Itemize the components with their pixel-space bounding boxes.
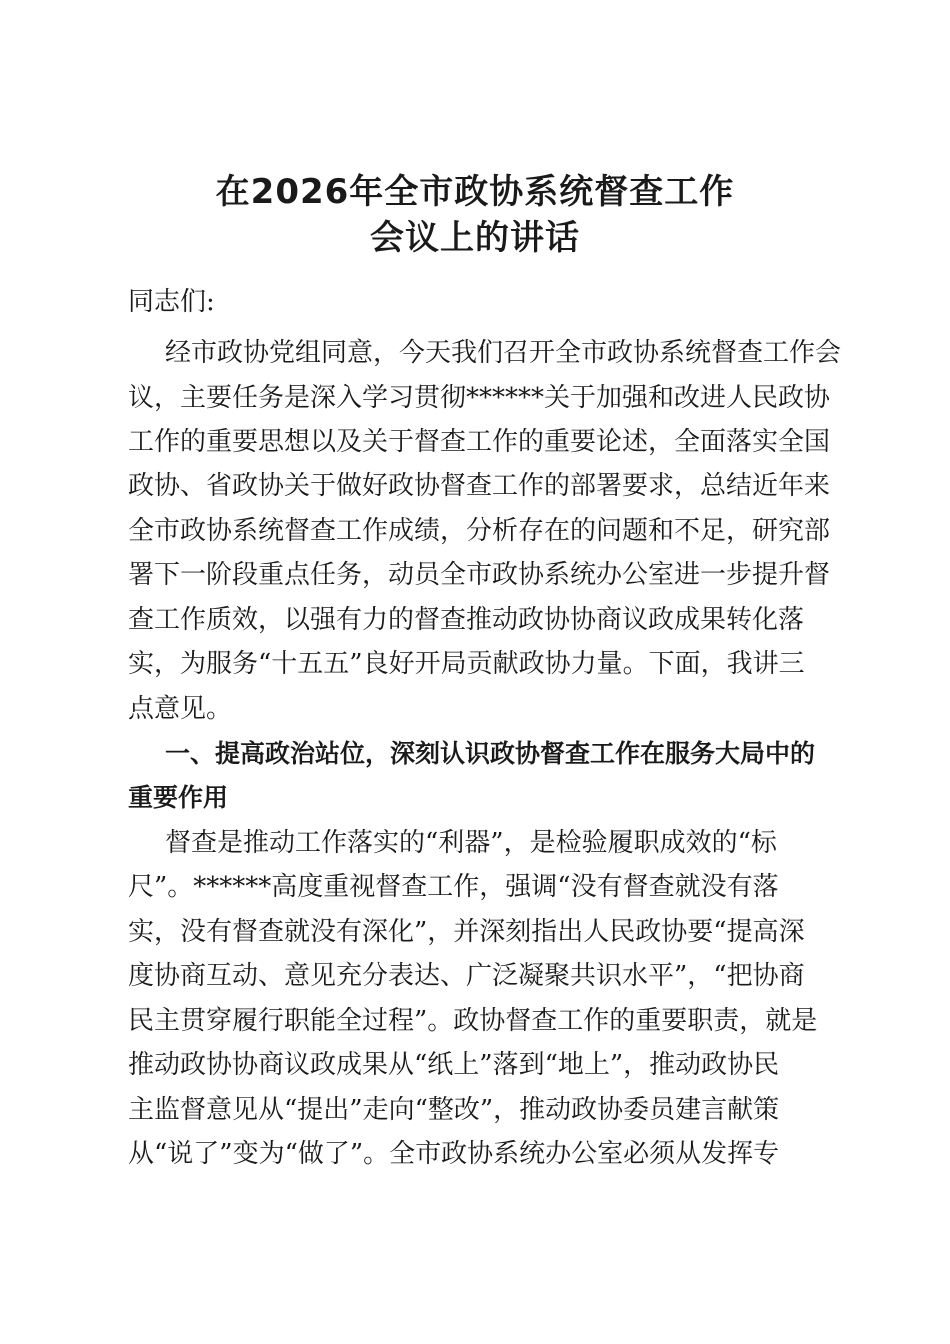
paragraph-line: 政协、省政协关于做好政协督查工作的部署要求，总结近年来 [128, 471, 831, 501]
document-title-line-2: 会议上的讲话 [370, 218, 580, 258]
paragraph-line: 点意见。 [128, 694, 233, 724]
paragraph-line: 实，没有督查就没有深化”，并深刻指出人民政协要“提高深 [128, 917, 805, 947]
salutation: 同志们: [128, 287, 215, 317]
paragraph-line: 推动政协协商议政成果从“纸上”落到“地上”，推动政协民 [128, 1050, 780, 1080]
paragraph-line: 经市政协党组同意，今天我们召开全市政协系统督查工作会 [165, 338, 842, 368]
paragraph-line: 度协商互动、意见充分表达、广泛凝聚共识水平”，“把协商 [128, 961, 805, 991]
paragraph-line: 督查是推动工作落实的“利器”，是检验履职成效的“标 [165, 828, 777, 858]
paragraph-line: 工作的重要思想以及关于督查工作的重要论述，全面落实全国 [128, 427, 831, 457]
paragraph-line: 主监督意见从“提出”走向“整改”，推动政协委员建言献策 [128, 1095, 780, 1125]
paragraph-line: 实，为服务“十五五”良好开局贡献政协力量。下面，我讲三 [128, 649, 805, 679]
paragraph-line: 署下一阶段重点任务，动员全市政协系统办公室进一步提升督 [128, 560, 831, 590]
paragraph-line: 民主贯穿履行职能全过程”。政协督查工作的重要职责，就是 [128, 1006, 818, 1036]
paragraph-line: 议，主要任务是深入学习贯彻******关于加强和改进人民政协 [128, 383, 831, 413]
paragraph-line: 尺”。******高度重视督查工作，强调“没有督查就没有落 [128, 872, 779, 902]
section-heading-line: 重要作用 [128, 783, 229, 812]
section-heading-line: 一、提高政治站位，深刻认识政协督查工作在服务大局中的 [165, 739, 816, 768]
paragraph-line: 全市政协系统督查工作成绩，分析存在的问题和不足，研究部 [128, 516, 831, 546]
paragraph-line: 查工作质效，以强有力的督查推动政协协商议政成果转化落 [128, 605, 805, 635]
paragraph-line: 从“说了”变为“做了”。全市政协系统办公室必须从发挥专 [128, 1139, 780, 1169]
document-title-line-1: 在2026年全市政协系统督查工作 [215, 172, 735, 212]
